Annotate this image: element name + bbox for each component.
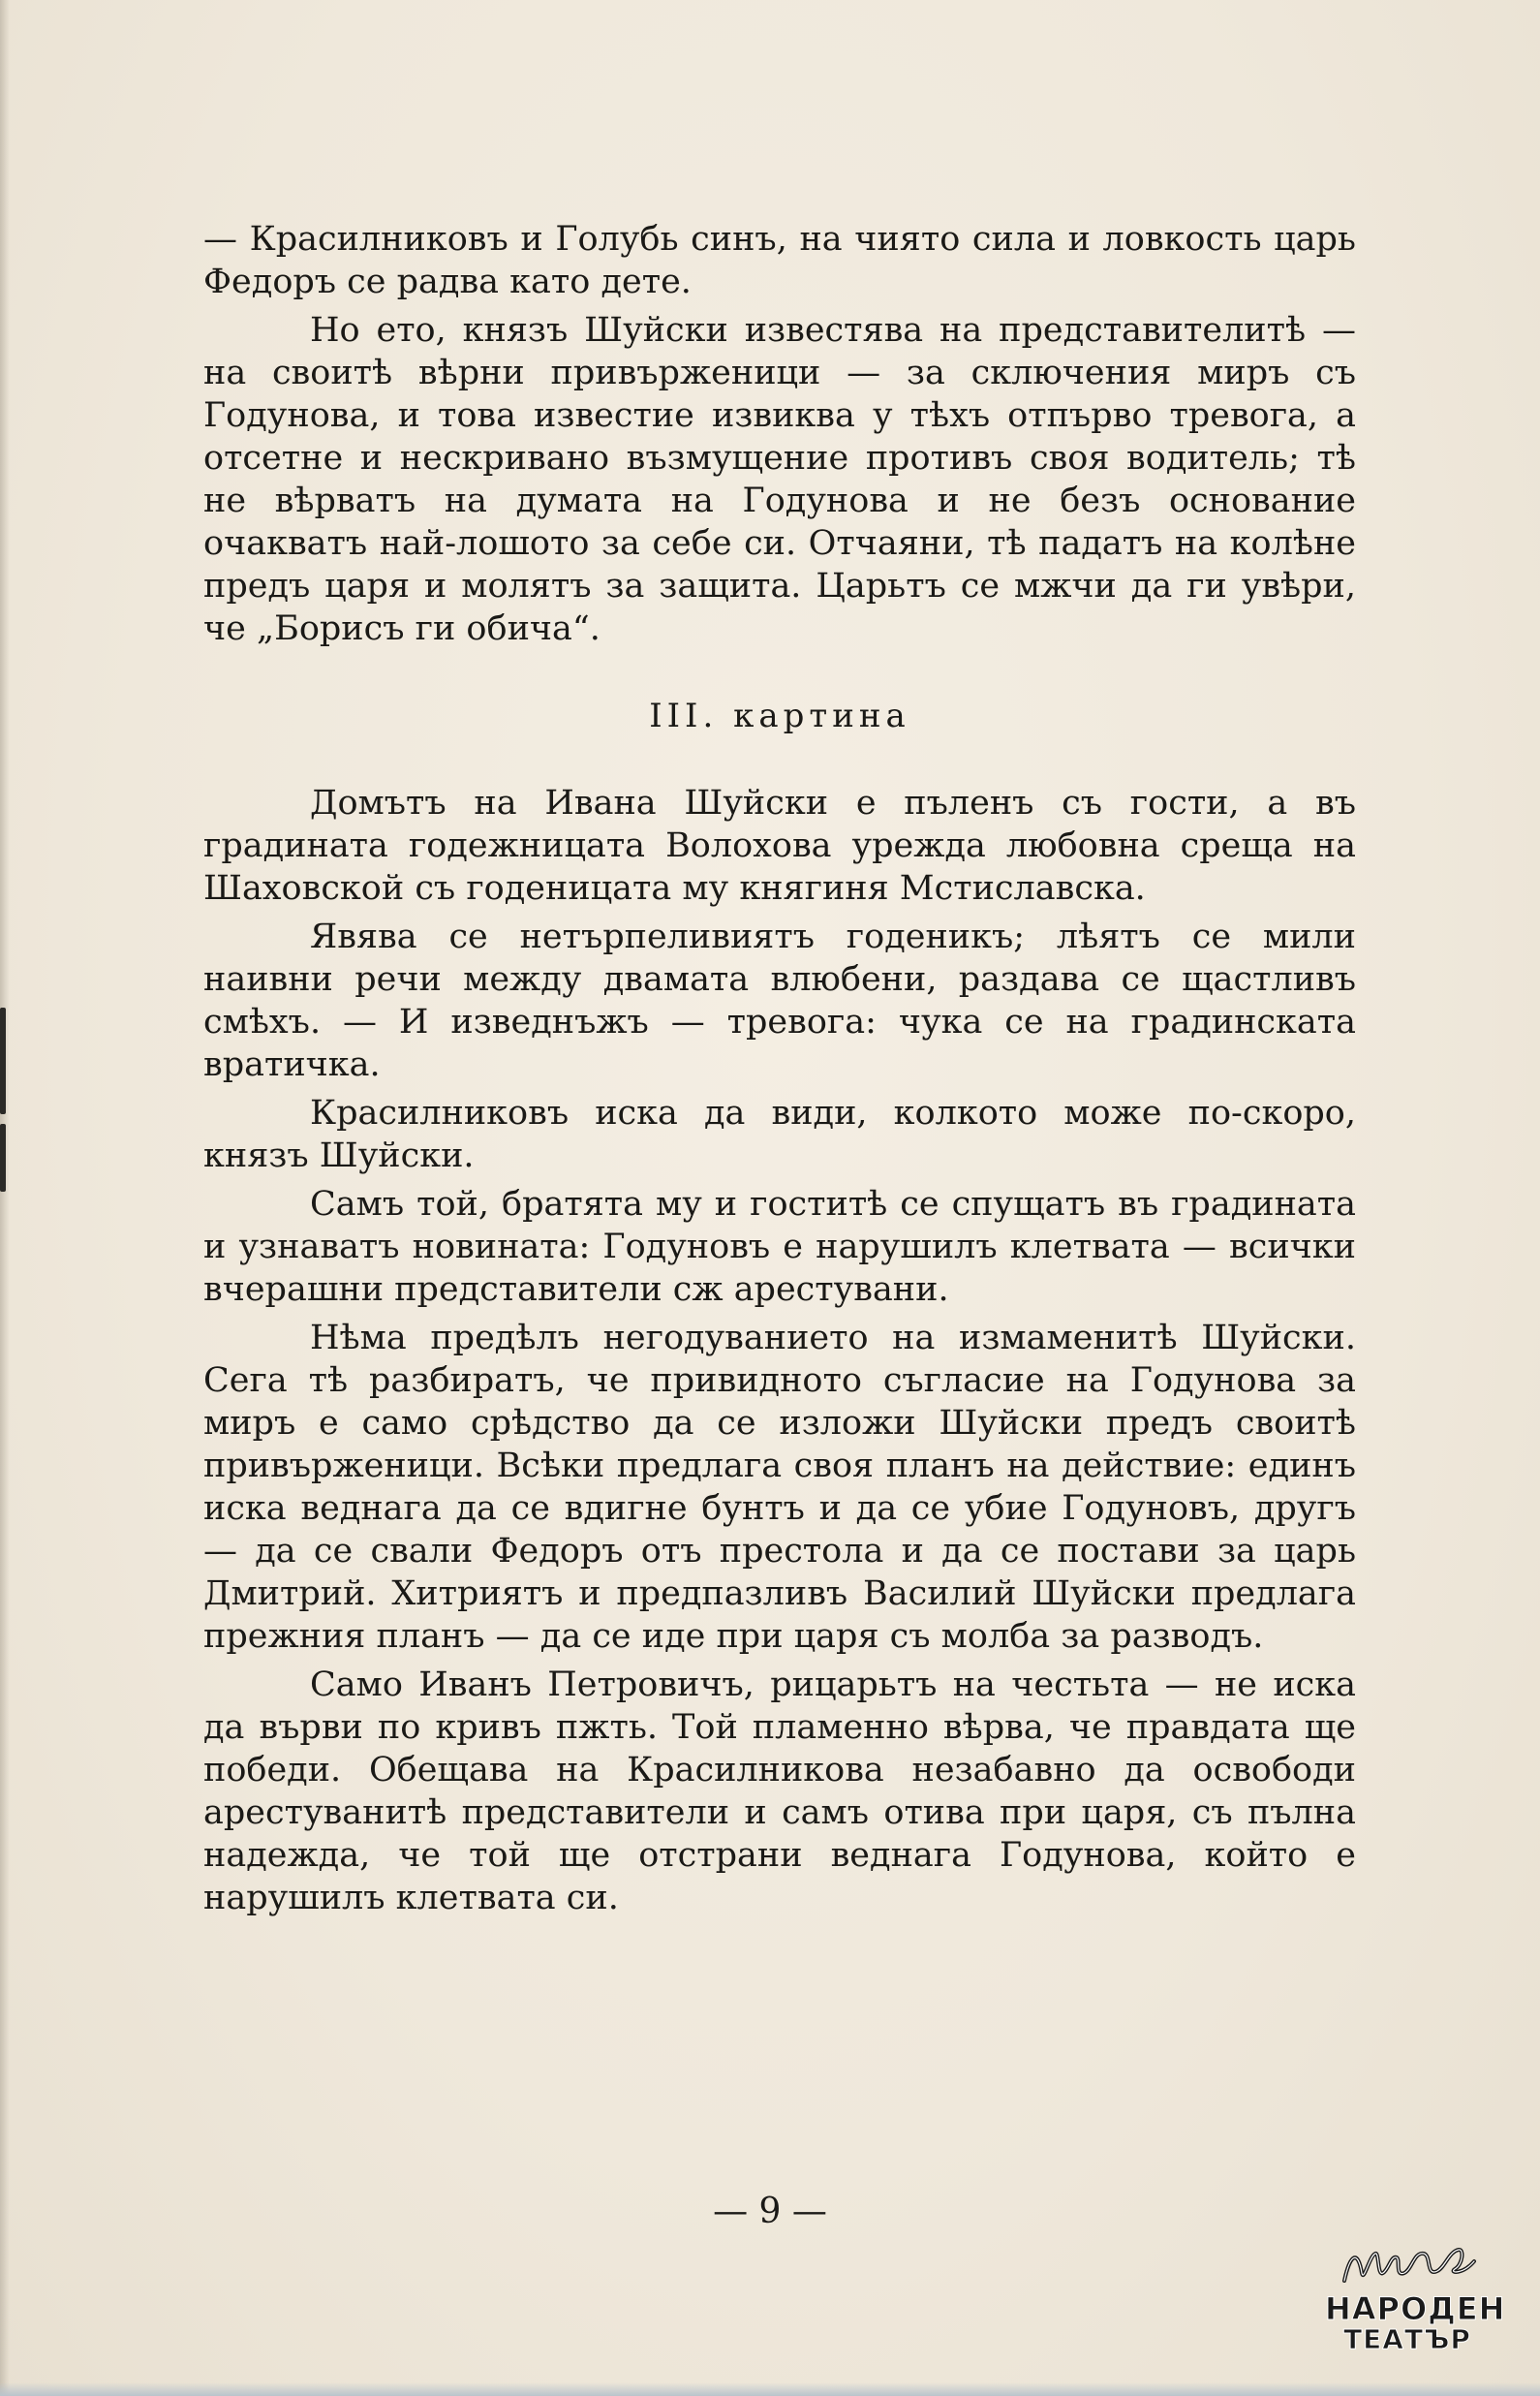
- binding-mark-lower: [0, 1124, 6, 1192]
- logo-line-1: НАРОДЕН: [1325, 2290, 1506, 2327]
- logo-line-2: ТЕАТЪР: [1343, 2323, 1471, 2355]
- signature-script-icon: [1337, 2244, 1482, 2290]
- paragraph-5: Красилниковъ иска да види, колкото може по-скоро, князъ Шуйски.: [203, 1094, 1356, 1175]
- paragraph-2: Но ето, князъ Шуйски известява на представителитѣ — на своитѣ вѣрни привърженици — за сключения миръ съ Годунова, и това известие извиква у тѣхъ отпърво тревога, а отсетне и нескривано възмущение противъ своя водитель; тѣ не вѣрватъ на думата на Годунова и не безъ основание очакватъ най-лошото за себе си. Отчаяни, тѣ падатъ на колѣне предъ царя и молятъ за защита. Царьтъ се мжчи да ги увѣри, че „Борисъ ги обича“.: [203, 311, 1356, 648]
- paragraph-4: Явява се нетърпеливиятъ годеникъ; лѣятъ се мили наивни речи между двамата влюбени, раздава се щастливъ смѣхъ. — И изведнъжъ — тревога: чука се на градинската вратичка.: [203, 918, 1356, 1084]
- paragraph-1: — Красилниковъ и Голубь синъ, на чиято сила и ловкость царь Федоръ се радва като дете.: [203, 220, 1356, 301]
- binding-mark-upper: [0, 1008, 6, 1114]
- page-number: — 9 —: [713, 2192, 827, 2231]
- paragraph-3: Домътъ на Ивана Шуйски е пъленъ съ гости, а въ градината годежницата Волохова урежда любовна среща на Шаховской съ годеницата му княгиня Мстиславска.: [203, 784, 1356, 908]
- page-bottom-edge: [0, 2382, 1540, 2396]
- national-theatre-logo: [1325, 2244, 1506, 2355]
- scene-heading: III. картина: [649, 697, 910, 735]
- body-text: [203, 218, 1356, 1925]
- page-left-shadow: [0, 0, 10, 2396]
- paragraph-6: Самъ той, братята му и гоститѣ се спущатъ въ градината и узнаватъ новината: Годуновъ е нарушилъ клетвата — всички вчерашни представители сж арестувани.: [203, 1185, 1356, 1309]
- paragraph-8: Само Иванъ Петровичъ, рицарьтъ на честьта — не иска да върви по кривъ пжть. Той пламенно вѣрва, че правдата ще победи. Обещава на Красилникова незабавно да освободи арестуванитѣ представители и самъ отива при царя, съ пълна надежда, че той ще отстрани веднага Годунова, който е нарушилъ клетвата си.: [203, 1665, 1356, 1917]
- paragraph-7: Нѣма предѣлъ негодуванието на измаменитѣ Шуйски. Сега тѣ разбиратъ, че привидното съгласие на Годунова за миръ е само срѣдство да се изложи Шуйски предъ своитѣ привърженици. Всѣки предлага своя планъ на действие: единъ иска веднага да се вдигне бунтъ и да се убие Годуновъ, другъ — да се свали Федоръ отъ престола и да се постави за царь Дмитрий. Хитриятъ и предпазливъ Василий Шуйски предлага прежния планъ — да се иде при царя съ молба за разводъ.: [203, 1319, 1356, 1656]
